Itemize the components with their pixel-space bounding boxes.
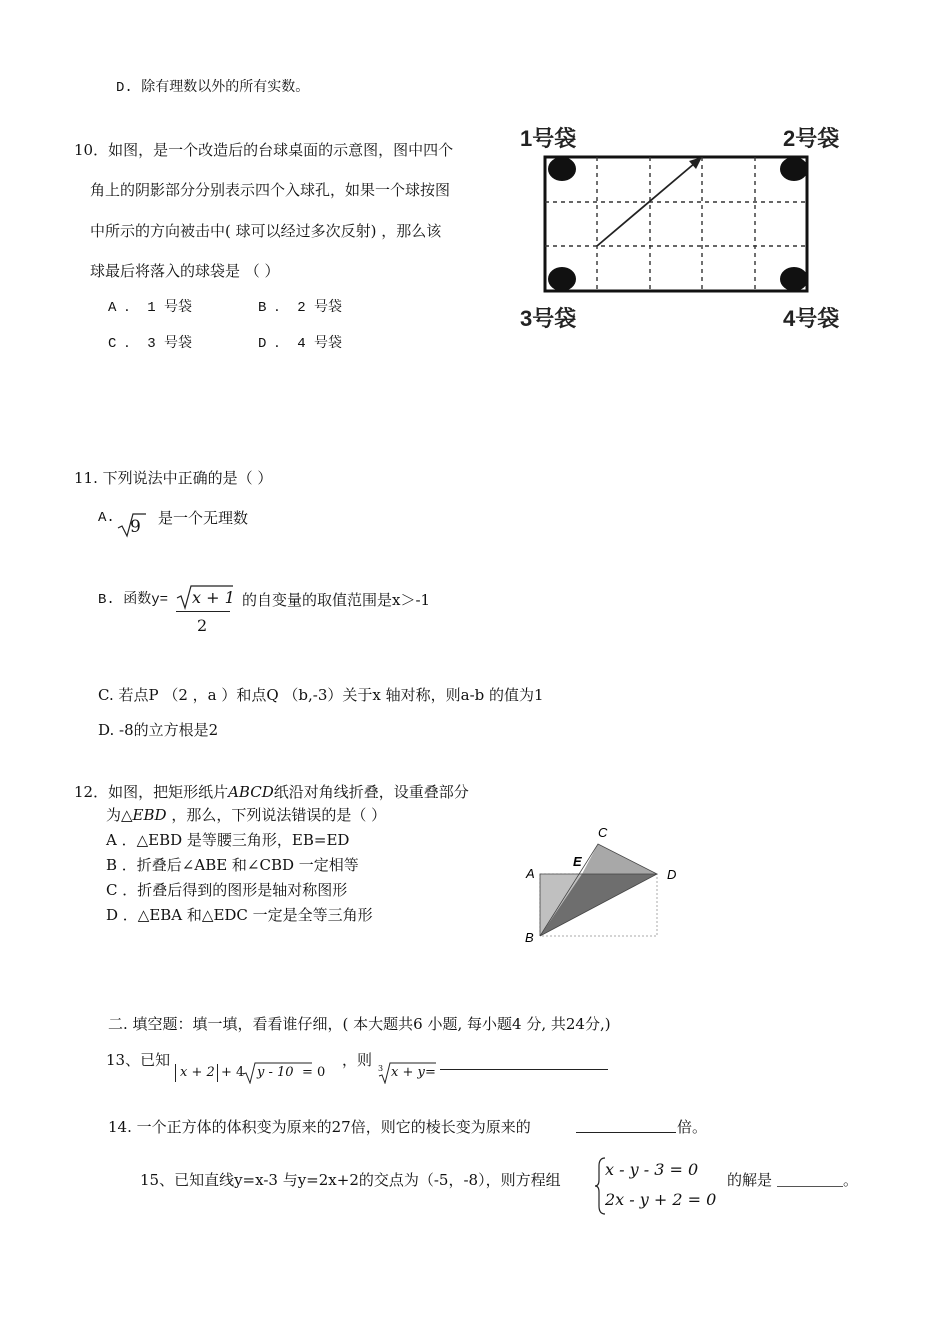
q12-stem-part: 12．如图，把矩形纸片	[74, 783, 229, 801]
abs-bar-right	[217, 1064, 218, 1082]
q12-stem-part: ABCD	[228, 783, 274, 801]
pocket-2-label: 2号袋	[783, 126, 840, 151]
q10-option-b: B ． 2 号袋	[258, 300, 343, 316]
table-border	[545, 157, 807, 291]
q15-text-c: 。	[843, 1171, 859, 1189]
q14-answer-blank[interactable]	[576, 1132, 676, 1133]
folded-rectangle-figure	[520, 820, 710, 955]
ball-path-arrow	[597, 163, 695, 246]
pocket-3-label: 3号袋	[520, 306, 577, 331]
q10-option-a: A ． 1 号袋	[108, 300, 193, 316]
q11-option-d: D. -8的立方根是2	[98, 721, 219, 739]
q12-option-b: B ．折叠后∠ABE 和∠CBD 一定相等	[106, 856, 359, 874]
pocket-4-hole	[780, 267, 808, 291]
abs-bar-left	[175, 1064, 176, 1082]
q13-prefix: 13、已知	[106, 1051, 171, 1069]
q12-stem-part: ，那么，下列说法错误的是（ ）	[166, 806, 387, 824]
point-d-label: D	[667, 867, 677, 882]
q10-stem-line2: 角上的阴影部分分别表示四个入球孔，如果一个球按图	[90, 181, 451, 199]
q11-option-a-text: 是一个无理数	[158, 509, 249, 527]
point-a-label: A	[526, 866, 535, 881]
q11-option-b-denominator: 2	[197, 616, 208, 635]
q12-option-a: A ．△EBD 是等腰三角形，EB=ED	[106, 831, 350, 849]
q15-text-a: 15、已知直线y=x-3 与y=2x+2的交点为（-5，-8），则方程组	[140, 1171, 561, 1189]
q11-stem: 11. 下列说法中正确的是（ ）	[74, 469, 273, 487]
q11-option-c: C. 若点P （2 ，a ）和点Q （b,-3）关于x 轴对称，则a-b 的值为1	[98, 686, 544, 704]
q11-option-a-radicand: 9	[130, 517, 141, 537]
q10-stem-line4: 球最后将落入的球袋是 （ ）	[90, 262, 280, 280]
q12-stem-part: EBD	[132, 806, 167, 824]
point-e-label: E	[573, 854, 582, 869]
q12-stem-part: 为△	[106, 806, 133, 824]
q13-cube-radicand: x + y	[391, 1065, 425, 1080]
q15-equation-1: x - y - 3 = 0	[605, 1160, 699, 1179]
point-b-label: B	[525, 930, 534, 945]
q10-option-c: C ． 3 号袋	[108, 336, 193, 352]
pocket-4-label: 4号袋	[783, 306, 840, 331]
q11-option-a-label: A.	[98, 510, 115, 526]
q10-stem-line1: 10．如图，是一个改造后的台球桌面的示意图，图中四个	[74, 141, 454, 159]
q11-option-b-text: 的自变量的取值范围是x＞-1	[242, 591, 431, 609]
q12-stem-line2	[106, 805, 386, 825]
q15-equation-2: 2x - y + 2 = 0	[605, 1190, 717, 1209]
q13-answer-blank[interactable]	[440, 1069, 608, 1070]
q10-option-d: D ． 4 号袋	[258, 336, 343, 352]
q14-text-a: 14. 一个正方体的体积变为原来的27倍，则它的棱长变为原来的	[108, 1118, 531, 1136]
q13-then: ，则	[342, 1051, 373, 1069]
q13-equals-zero: = 0	[302, 1065, 326, 1080]
q11-option-b-label: B. 函数y=	[98, 592, 169, 608]
table-grid	[545, 157, 807, 291]
q15-answer-blank[interactable]	[777, 1186, 843, 1187]
q12-stem-line1	[74, 782, 469, 802]
q13-abs-value: x + 2	[180, 1065, 215, 1080]
fraction-bar	[176, 611, 230, 612]
q12-option-d: D ．△EBA 和△EDC 一定是全等三角形	[106, 906, 373, 924]
q14-text-b: 倍。	[677, 1118, 708, 1136]
q13-plus-four: + 4	[221, 1065, 245, 1080]
q9-option-d: D. 除有理数以外的所有实数。	[116, 80, 310, 96]
q13-cube-equals: =	[425, 1065, 436, 1080]
q10-stem-line3: 中所示的方向被击中( 球可以经过多次反射) ，那么该	[90, 222, 442, 240]
q13-radicand: y - 10	[257, 1065, 294, 1080]
pocket-3-hole	[548, 267, 576, 291]
q12-stem-part: 纸沿对角线折叠，设重叠部分	[273, 783, 469, 801]
q12-option-c: C ．折叠后得到的图形是轴对称图形	[106, 881, 348, 899]
pocket-2-hole	[780, 157, 808, 181]
q15-text-b: 的解是	[727, 1171, 773, 1189]
q13-cube-root-index: 3	[378, 1064, 384, 1073]
pocket-1-hole	[548, 157, 576, 181]
q11-option-b-numerator: x + 1	[192, 588, 235, 607]
triangle-edc	[582, 844, 657, 874]
point-c-label: C	[598, 825, 608, 840]
pocket-1-label: 1号袋	[520, 126, 577, 151]
billiard-table-figure	[515, 120, 855, 335]
section-2-title: 二. 填空题：填一填，看看谁仔细，( 本大题共6 小题, 每小题4 分, 共24分,)	[108, 1015, 611, 1033]
